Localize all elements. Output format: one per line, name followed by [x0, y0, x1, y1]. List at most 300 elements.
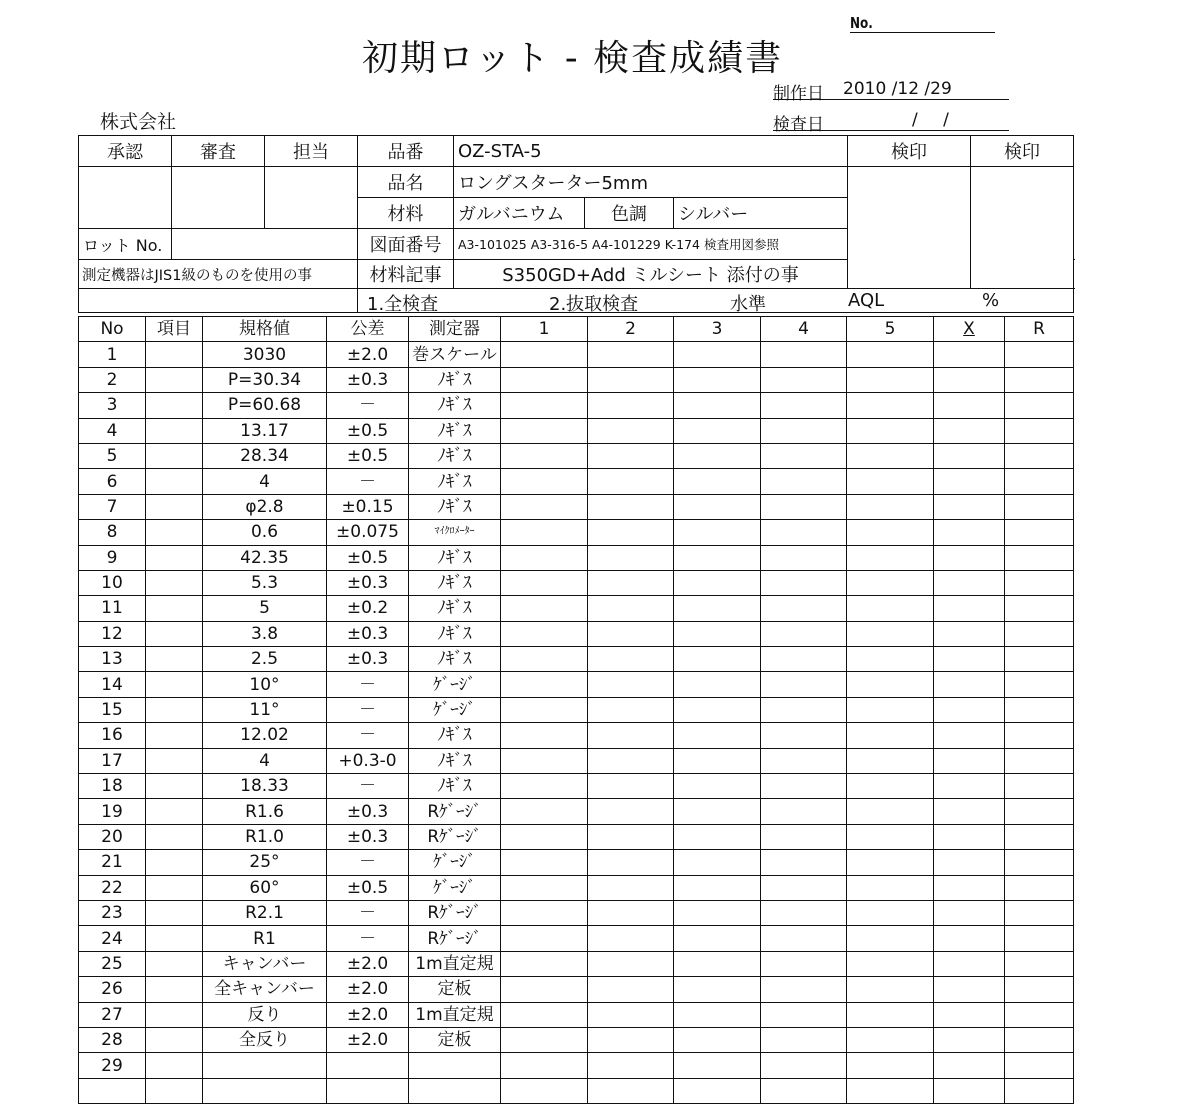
table-row — [79, 469, 1074, 494]
part-name-value: ロングスターター5mm — [454, 167, 848, 198]
row-measure-cell — [501, 1053, 588, 1078]
row-measure-cell — [674, 342, 761, 367]
review-stamp-box — [172, 167, 265, 229]
row-spec: 12.02 — [203, 723, 327, 748]
row-tolerance: － — [327, 900, 409, 925]
row-no: 4 — [79, 418, 146, 443]
row-spec: φ2.8 — [203, 494, 327, 519]
row-tolerance: ±0.15 — [327, 494, 409, 519]
row-spec: 2.5 — [203, 647, 327, 672]
row-measure-cell — [588, 875, 674, 900]
row-measure-cell — [588, 977, 674, 1002]
row-tolerance: ±0.3 — [327, 570, 409, 595]
row-instrument: ﾉｷﾞｽ — [409, 367, 501, 392]
stamp-1-box — [848, 167, 971, 289]
row-tolerance: ±0.3 — [327, 647, 409, 672]
row-item — [146, 393, 203, 418]
row-measure-cell — [847, 469, 934, 494]
row-spec: R1.6 — [203, 799, 327, 824]
part-no-value: OZ-STA-5 — [454, 136, 848, 167]
row-measure-cell — [1005, 697, 1074, 722]
row-spec: R1.0 — [203, 824, 327, 849]
row-instrument: ｹﾞｰｼﾞ — [409, 672, 501, 697]
row-measure-cell — [934, 799, 1005, 824]
row-item — [146, 418, 203, 443]
row-measure-cell — [501, 1078, 588, 1103]
row-measure-cell — [761, 799, 847, 824]
row-no: 12 — [79, 621, 146, 646]
row-measure-cell — [934, 596, 1005, 621]
row-measure-cell — [934, 443, 1005, 468]
row-measure-cell — [1005, 1002, 1074, 1027]
table-row — [79, 1053, 1074, 1078]
row-measure-cell — [674, 469, 761, 494]
row-tolerance: － — [327, 926, 409, 951]
row-measure-cell — [761, 774, 847, 799]
row-no: 5 — [79, 443, 146, 468]
row-measure-cell — [1005, 469, 1074, 494]
row-measure-cell — [501, 494, 588, 519]
table-row — [79, 672, 1074, 697]
row-measure-cell — [1005, 850, 1074, 875]
table-row — [79, 494, 1074, 519]
table-row — [79, 1027, 1074, 1052]
row-measure-cell — [588, 494, 674, 519]
row-measure-cell — [588, 1002, 674, 1027]
row-item — [146, 520, 203, 545]
row-measure-cell — [1005, 520, 1074, 545]
row-measure-cell — [934, 520, 1005, 545]
row-measure-cell — [761, 443, 847, 468]
color-value: シルバー — [674, 198, 848, 229]
row-item — [146, 1053, 203, 1078]
page-title: 初期ロット - 検査成績書 — [362, 38, 784, 79]
row-measure-cell — [501, 850, 588, 875]
row-measure-cell — [588, 596, 674, 621]
row-no: 19 — [79, 799, 146, 824]
row-instrument: ｹﾞｰｼﾞ — [409, 875, 501, 900]
row-tolerance: ±0.5 — [327, 545, 409, 570]
row-measure-cell — [588, 545, 674, 570]
row-measure-cell — [588, 647, 674, 672]
row-instrument: ﾉｷﾞｽ — [409, 443, 501, 468]
row-tolerance: － — [327, 697, 409, 722]
row-measure-cell — [1005, 1078, 1074, 1103]
row-measure-cell — [1005, 723, 1074, 748]
table-row — [79, 900, 1074, 925]
row-item — [146, 647, 203, 672]
stamp-2-box — [971, 167, 1074, 289]
charge-stamp-box — [265, 167, 358, 229]
row-measure-cell — [761, 697, 847, 722]
row-tolerance: ±2.0 — [327, 977, 409, 1002]
row-instrument: 1m直定規 — [409, 951, 501, 976]
row-instrument: ﾉｷﾞｽ — [409, 748, 501, 773]
row-tolerance: ±0.5 — [327, 875, 409, 900]
row-measure-cell — [1005, 621, 1074, 646]
row-measure-cell — [674, 1078, 761, 1103]
row-measure-cell — [847, 342, 934, 367]
column-header: 公差 — [327, 317, 409, 342]
row-measure-cell — [674, 393, 761, 418]
row-item — [146, 951, 203, 976]
row-measure-cell — [761, 926, 847, 951]
row-instrument: ﾉｷﾞｽ — [409, 621, 501, 646]
row-item — [146, 748, 203, 773]
row-item — [146, 621, 203, 646]
row-measure-cell — [588, 723, 674, 748]
row-no: 29 — [79, 1053, 146, 1078]
row-measure-cell — [501, 1027, 588, 1052]
row-spec — [203, 1053, 327, 1078]
table-row — [79, 367, 1074, 392]
lot-no-label: ロット No. — [79, 229, 172, 260]
row-no: 3 — [79, 393, 146, 418]
row-no: 27 — [79, 1002, 146, 1027]
row-instrument: ﾉｷﾞｽ — [409, 393, 501, 418]
measurement-table — [78, 316, 1074, 1104]
row-measure-cell — [847, 1078, 934, 1103]
table-row — [79, 1078, 1074, 1103]
row-no: 2 — [79, 367, 146, 392]
row-tolerance: ±0.5 — [327, 443, 409, 468]
row-measure-cell — [674, 621, 761, 646]
row-instrument: Rｹﾞｰｼﾞ — [409, 900, 501, 925]
doc-no-label: No. — [850, 14, 873, 32]
row-measure-cell — [588, 748, 674, 773]
inspection-blank — [79, 289, 358, 313]
row-measure-cell — [847, 951, 934, 976]
row-spec: 全反り — [203, 1027, 327, 1052]
row-no: 16 — [79, 723, 146, 748]
row-measure-cell — [588, 1027, 674, 1052]
row-instrument — [409, 1053, 501, 1078]
row-spec: 4 — [203, 748, 327, 773]
row-measure-cell — [674, 875, 761, 900]
row-measure-cell — [934, 900, 1005, 925]
row-tolerance: ±2.0 — [327, 1027, 409, 1052]
row-measure-cell — [501, 977, 588, 1002]
column-header-row — [79, 317, 1074, 342]
row-measure-cell — [674, 418, 761, 443]
row-measure-cell — [1005, 1053, 1074, 1078]
row-spec: 5 — [203, 596, 327, 621]
material-note-value: S350GD+Add ミルシート 添付の事 — [454, 260, 848, 289]
row-spec: 3.8 — [203, 621, 327, 646]
row-measure-cell — [847, 774, 934, 799]
row-measure-cell — [761, 367, 847, 392]
row-spec: 4 — [203, 469, 327, 494]
row-measure-cell — [1005, 977, 1074, 1002]
row-no: 9 — [79, 545, 146, 570]
color-label: 色調 — [585, 198, 674, 229]
row-measure-cell — [934, 672, 1005, 697]
row-measure-cell — [588, 621, 674, 646]
material-note-label: 材料記事 — [358, 260, 454, 289]
row-measure-cell — [501, 799, 588, 824]
stamp-2-header: 検印 — [971, 136, 1074, 167]
row-measure-cell — [934, 951, 1005, 976]
created-date-value: 2010 /12 /29 — [843, 79, 952, 99]
table-row — [79, 418, 1074, 443]
row-measure-cell — [847, 570, 934, 595]
row-measure-cell — [934, 1053, 1005, 1078]
row-tolerance: ±2.0 — [327, 1002, 409, 1027]
row-no: 13 — [79, 647, 146, 672]
row-measure-cell — [1005, 418, 1074, 443]
row-measure-cell — [674, 545, 761, 570]
row-measure-cell — [847, 748, 934, 773]
table-row — [79, 393, 1074, 418]
row-measure-cell — [847, 875, 934, 900]
row-measure-cell — [847, 596, 934, 621]
row-tolerance — [327, 1053, 409, 1078]
row-measure-cell — [934, 621, 1005, 646]
row-no: 24 — [79, 926, 146, 951]
row-measure-cell — [934, 494, 1005, 519]
row-measure-cell — [501, 647, 588, 672]
row-measure-cell — [1005, 926, 1074, 951]
row-no: 22 — [79, 875, 146, 900]
row-measure-cell — [847, 393, 934, 418]
table-row — [79, 723, 1074, 748]
row-measure-cell — [847, 697, 934, 722]
row-item — [146, 774, 203, 799]
row-measure-cell — [1005, 875, 1074, 900]
row-measure-cell — [501, 697, 588, 722]
row-instrument: ｹﾞｰｼﾞ — [409, 850, 501, 875]
row-measure-cell — [588, 570, 674, 595]
row-measure-cell — [934, 469, 1005, 494]
row-measure-cell — [588, 951, 674, 976]
row-item — [146, 1027, 203, 1052]
row-no: 11 — [79, 596, 146, 621]
row-tolerance — [327, 1078, 409, 1103]
row-measure-cell — [1005, 900, 1074, 925]
table-row — [79, 621, 1074, 646]
level-label: 水準 — [730, 294, 766, 313]
row-measure-cell — [674, 723, 761, 748]
sample-inspection-label: 2.抜取検査 — [549, 294, 639, 313]
stamp-1-header: 検印 — [848, 136, 971, 167]
row-measure-cell — [847, 850, 934, 875]
row-item — [146, 443, 203, 468]
row-measure-cell — [674, 1053, 761, 1078]
row-measure-cell — [674, 596, 761, 621]
row-item — [146, 672, 203, 697]
row-item — [146, 697, 203, 722]
row-measure-cell — [847, 520, 934, 545]
column-header: 3 — [674, 317, 761, 342]
row-measure-cell — [847, 977, 934, 1002]
row-tolerance: ±2.0 — [327, 342, 409, 367]
row-measure-cell — [674, 824, 761, 849]
row-measure-cell — [501, 1002, 588, 1027]
row-measure-cell — [934, 875, 1005, 900]
material-value: ガルバニウム — [454, 198, 585, 229]
row-measure-cell — [761, 1027, 847, 1052]
column-header: 2 — [588, 317, 674, 342]
row-instrument: Rｹﾞｰｼﾞ — [409, 926, 501, 951]
row-item — [146, 469, 203, 494]
row-measure-cell — [934, 774, 1005, 799]
row-measure-cell — [761, 824, 847, 849]
row-tolerance: ±0.3 — [327, 367, 409, 392]
row-measure-cell — [934, 647, 1005, 672]
row-spec: R2.1 — [203, 900, 327, 925]
row-measure-cell — [934, 342, 1005, 367]
row-measure-cell — [847, 926, 934, 951]
row-measure-cell — [588, 443, 674, 468]
row-measure-cell — [1005, 647, 1074, 672]
row-measure-cell — [934, 850, 1005, 875]
table-row — [79, 951, 1074, 976]
row-measure-cell — [674, 1002, 761, 1027]
row-measure-cell — [934, 1078, 1005, 1103]
row-no: 26 — [79, 977, 146, 1002]
row-measure-cell — [674, 774, 761, 799]
row-measure-cell — [674, 748, 761, 773]
row-measure-cell — [761, 875, 847, 900]
table-row — [79, 977, 1074, 1002]
row-measure-cell — [501, 748, 588, 773]
table-row — [79, 342, 1074, 367]
row-spec: 3030 — [203, 342, 327, 367]
row-measure-cell — [761, 342, 847, 367]
row-spec: 28.34 — [203, 443, 327, 468]
row-measure-cell — [501, 824, 588, 849]
row-spec: 反り — [203, 1002, 327, 1027]
row-measure-cell — [1005, 672, 1074, 697]
row-measure-cell — [847, 672, 934, 697]
row-measure-cell — [501, 520, 588, 545]
row-measure-cell — [1005, 443, 1074, 468]
row-measure-cell — [1005, 570, 1074, 595]
row-measure-cell — [674, 1027, 761, 1052]
row-item — [146, 926, 203, 951]
created-date-label: 制作日 — [773, 84, 824, 104]
approve-header: 承認 — [79, 136, 172, 167]
row-measure-cell — [501, 672, 588, 697]
row-spec: 13.17 — [203, 418, 327, 443]
row-measure-cell — [1005, 596, 1074, 621]
row-spec: 11° — [203, 697, 327, 722]
column-header: X — [934, 317, 1005, 342]
row-measure-cell — [934, 926, 1005, 951]
row-measure-cell — [761, 1002, 847, 1027]
row-spec: 全キャンバー — [203, 977, 327, 1002]
row-measure-cell — [847, 723, 934, 748]
row-measure-cell — [1005, 342, 1074, 367]
row-measure-cell — [847, 1027, 934, 1052]
row-measure-cell — [501, 367, 588, 392]
row-measure-cell — [761, 977, 847, 1002]
row-instrument — [409, 1078, 501, 1103]
row-measure-cell — [934, 1027, 1005, 1052]
row-measure-cell — [588, 1078, 674, 1103]
row-no: 15 — [79, 697, 146, 722]
review-header: 審査 — [172, 136, 265, 167]
row-no: 17 — [79, 748, 146, 773]
row-measure-cell — [588, 824, 674, 849]
row-measure-cell — [501, 926, 588, 951]
row-instrument: Rｹﾞｰｼﾞ — [409, 824, 501, 849]
row-tolerance: － — [327, 672, 409, 697]
drawing-no-label: 図面番号 — [358, 229, 454, 260]
row-measure-cell — [934, 418, 1005, 443]
approve-stamp-box — [79, 167, 172, 229]
table-row — [79, 647, 1074, 672]
row-measure-cell — [501, 596, 588, 621]
row-item — [146, 570, 203, 595]
row-tolerance: － — [327, 723, 409, 748]
row-item — [146, 850, 203, 875]
table-row — [79, 545, 1074, 570]
table-row — [79, 774, 1074, 799]
row-instrument: 定板 — [409, 1027, 501, 1052]
table-row — [79, 570, 1074, 595]
column-header: 規格値 — [203, 317, 327, 342]
row-measure-cell — [1005, 1027, 1074, 1052]
row-instrument: Rｹﾞｰｼﾞ — [409, 799, 501, 824]
row-measure-cell — [674, 367, 761, 392]
row-spec: 42.35 — [203, 545, 327, 570]
row-instrument: 1m直定規 — [409, 1002, 501, 1027]
table-row — [79, 850, 1074, 875]
created-date-underline — [773, 99, 1009, 100]
row-measure-cell — [588, 393, 674, 418]
row-measure-cell — [501, 621, 588, 646]
row-measure-cell — [588, 799, 674, 824]
table-row — [79, 443, 1074, 468]
part-name-label: 品名 — [358, 167, 454, 198]
row-measure-cell — [761, 850, 847, 875]
row-measure-cell — [934, 697, 1005, 722]
row-no: 25 — [79, 951, 146, 976]
row-measure-cell — [761, 393, 847, 418]
table-row — [79, 824, 1074, 849]
row-instrument: ﾉｷﾞｽ — [409, 774, 501, 799]
row-measure-cell — [847, 621, 934, 646]
row-measure-cell — [501, 469, 588, 494]
charge-header: 担当 — [265, 136, 358, 167]
row-measure-cell — [674, 647, 761, 672]
row-measure-cell — [761, 951, 847, 976]
row-measure-cell — [588, 926, 674, 951]
row-measure-cell — [934, 1002, 1005, 1027]
table-row — [79, 748, 1074, 773]
row-spec: 60° — [203, 875, 327, 900]
column-header: 測定器 — [409, 317, 501, 342]
instrument-note: 測定機器はJIS1級のものを使用の事 — [79, 260, 358, 289]
column-header: 項目 — [146, 317, 203, 342]
row-measure-cell — [934, 545, 1005, 570]
row-instrument: ﾉｷﾞｽ — [409, 570, 501, 595]
row-item — [146, 1078, 203, 1103]
column-header: 1 — [501, 317, 588, 342]
row-measure-cell — [1005, 951, 1074, 976]
row-measure-cell — [588, 900, 674, 925]
row-instrument: 巻スケール — [409, 342, 501, 367]
row-measure-cell — [1005, 367, 1074, 392]
row-measure-cell — [501, 951, 588, 976]
row-spec: キャンバー — [203, 951, 327, 976]
row-spec: P=60.68 — [203, 393, 327, 418]
row-measure-cell — [588, 520, 674, 545]
row-spec: 25° — [203, 850, 327, 875]
row-measure-cell — [501, 418, 588, 443]
row-item — [146, 799, 203, 824]
